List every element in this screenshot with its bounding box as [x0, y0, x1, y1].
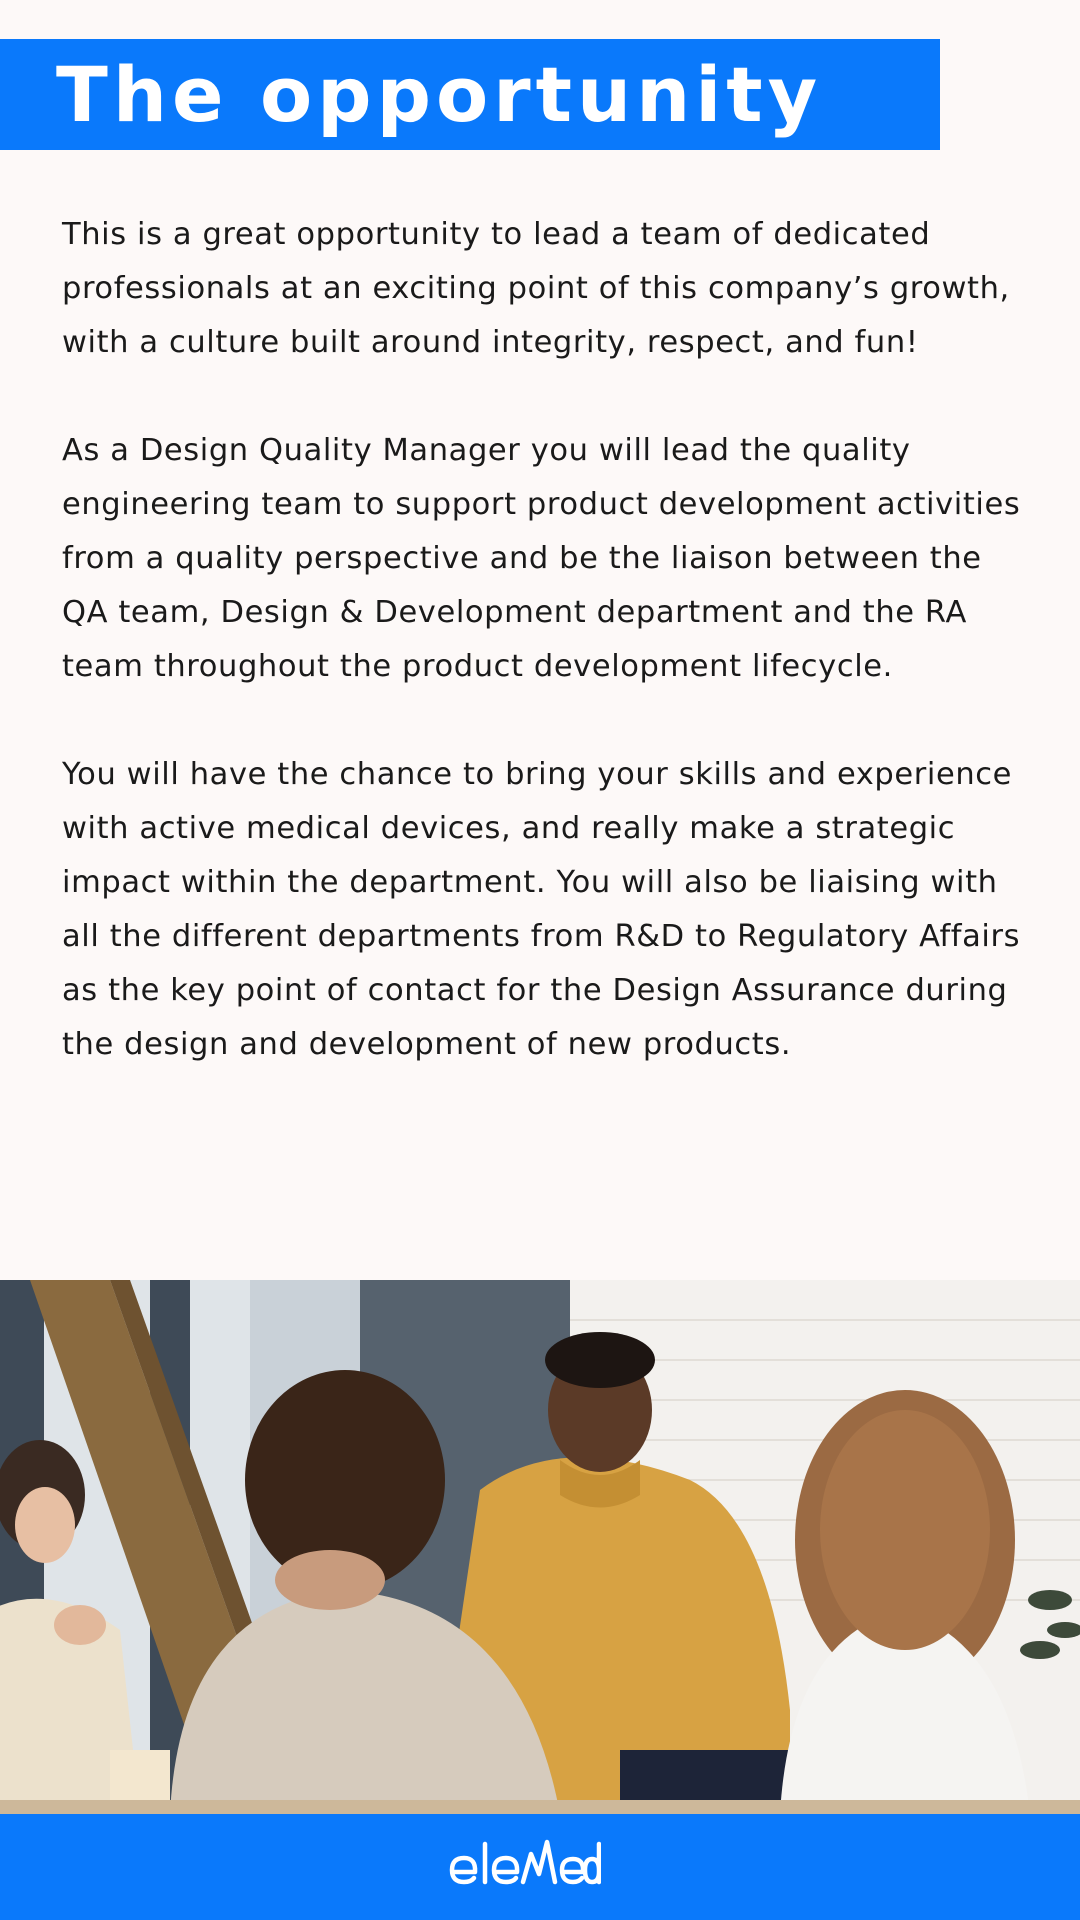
- team-meeting-photo: [0, 1280, 1080, 1814]
- page-title: The opportunity: [56, 50, 823, 139]
- title-banner: [0, 39, 940, 150]
- body-text: [62, 208, 1032, 1072]
- paragraph-role: As a Design Quality Manager you will lead the quality engineering team to support product development activities from a quality perspective and be the liaison between the QA team, Design & Development department and the RA team throughout the product development lifecycle.: [62, 433, 1021, 684]
- elemed-logo: [447, 1834, 601, 1894]
- paragraph-intro: This is a great opportunity to lead a team of dedicated professionals at an exciting point of this company’s growth, with a culture built around integrity, respect, and fun!: [62, 217, 1010, 360]
- footer-bar: [0, 1814, 1080, 1920]
- paragraph-impact: You will have the chance to bring your skills and experience with active medical devices, and really make a strategic impact within the department. You will also be liaising with all the different departments from R&D to Regulatory Affairs as the key point of contact for the Design Assurance during the design and development of new products.: [62, 757, 1021, 1062]
